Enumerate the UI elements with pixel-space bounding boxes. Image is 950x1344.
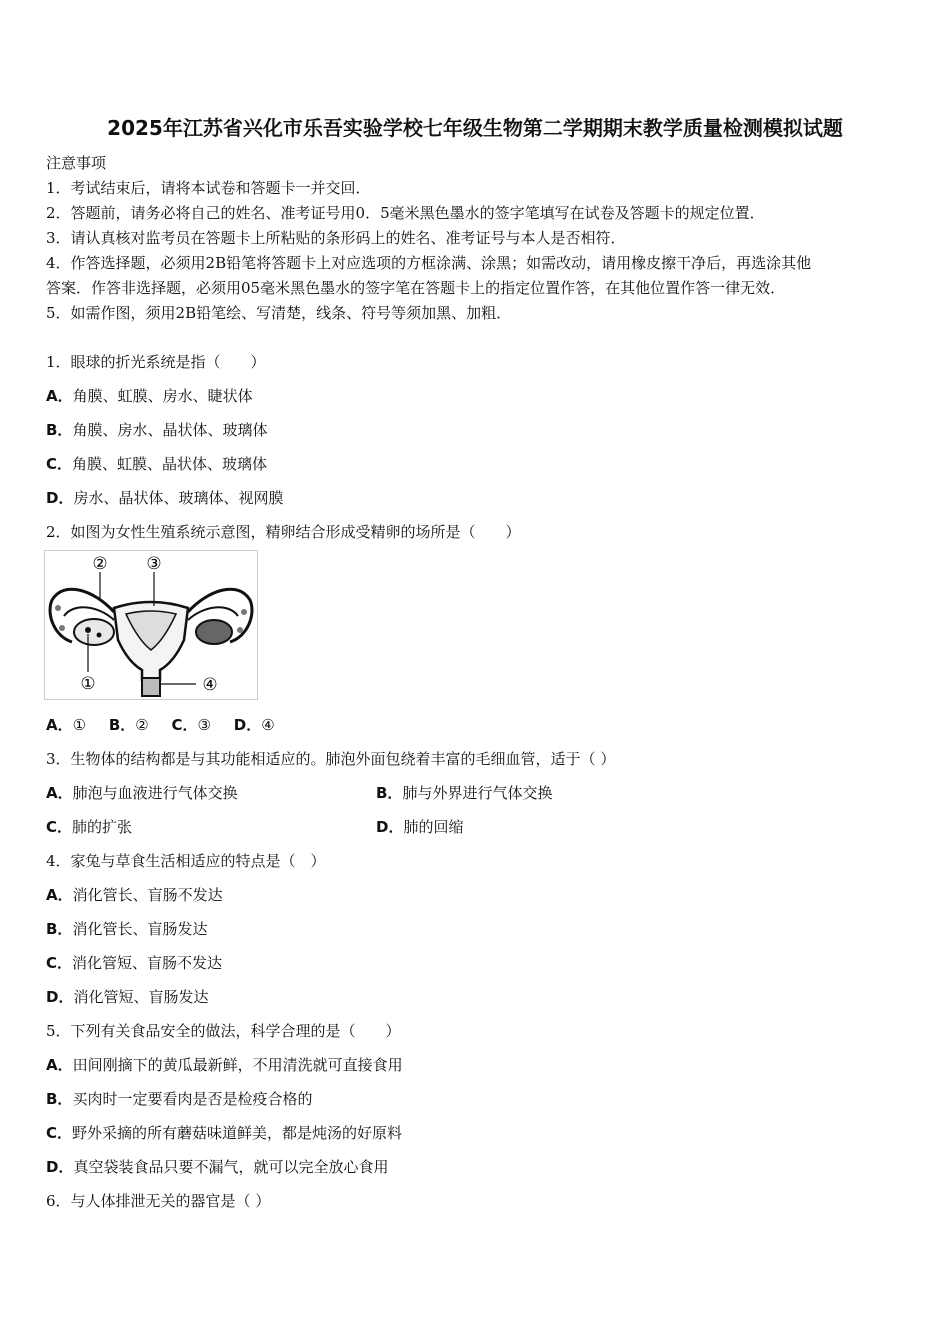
option-b — [376, 782, 552, 803]
option-b — [46, 419, 267, 440]
option-row — [46, 714, 293, 735]
option-text: 角膜、虹膜、房水、睫状体 — [72, 387, 253, 405]
notice-item: 1．考试结束后，请将本试卷和答题卡一并交回． — [46, 179, 371, 197]
question-stem: 1．眼球的折光系统是指（ ） — [46, 353, 266, 371]
option-c — [172, 716, 211, 734]
option-a — [46, 1054, 403, 1075]
option-label: B． — [46, 1090, 73, 1108]
option-d — [234, 716, 275, 734]
ovary-follicle — [97, 633, 102, 638]
option-label: A． — [46, 1056, 73, 1074]
notice-item: 答案．作答非选择题，必须用05毫米黑色墨水的签字笔在答题卡上的指定位置作答，在其他位置作答一律无效． — [46, 279, 786, 297]
page-title: 2025年江苏省兴化市乐吾实验学校七年级生物第二学期期末教学质量检测模拟试题 — [107, 116, 843, 140]
notice-item: 4．作答选择题，必须用2B铅笔将答题卡上对应选项的方框涂满、涂黑；如需改动，请用橡皮擦干净后，再选涂其他 — [46, 254, 812, 272]
vagina — [142, 678, 160, 696]
option-label: C． — [171, 716, 198, 734]
option-text: 消化管长、盲肠发达 — [72, 920, 208, 938]
option-text: 房水、晶状体、玻璃体、视网膜 — [73, 489, 284, 507]
option-text: ③ — [197, 716, 211, 734]
option-label: C． — [46, 1124, 73, 1142]
right-ovary — [196, 620, 232, 644]
option-d — [46, 487, 283, 508]
option-text: ④ — [261, 716, 275, 734]
option-b — [109, 716, 149, 734]
option-text: ② — [135, 716, 149, 734]
option-a — [46, 782, 238, 803]
question-stem: 4．家兔与草食生活相适应的特点是（ ） — [46, 852, 326, 870]
option-label: C． — [46, 954, 73, 972]
option-text: 肺的回缩 — [403, 818, 464, 836]
question-stem: 5．下列有关食品安全的做法，科学合理的是（ ） — [46, 1022, 401, 1040]
notice-heading: 注意事项 — [46, 154, 107, 172]
option-a — [46, 884, 223, 905]
option-text: 消化管长、盲肠不发达 — [72, 886, 223, 904]
notice-item: 3．请认真核对监考员在答题卡上所粘贴的条形码上的姓名、准考证号与本人是否相符． — [46, 229, 626, 247]
option-b — [46, 1088, 312, 1109]
figure-label-3: ③ — [146, 554, 162, 574]
fimbria-dot — [59, 625, 65, 631]
option-d — [46, 986, 208, 1007]
option-label: D． — [46, 489, 74, 507]
option-text: 野外采摘的所有蘑菇味道鲜美，都是炖汤的好原料 — [72, 1124, 403, 1142]
option-label: B． — [46, 920, 73, 938]
left-ovary — [74, 619, 114, 645]
option-label: D． — [46, 988, 74, 1006]
fimbria-dot — [241, 609, 247, 615]
option-text: 买肉时一定要看肉是否是检疫合格的 — [72, 1090, 313, 1108]
ovary-follicle — [85, 627, 91, 633]
right-tube-inner — [188, 607, 238, 620]
option-c — [46, 952, 222, 973]
question-stem: 3．生物体的结构都是与其功能相适应的。肺泡外面包绕着丰富的毛细血管，适于（ ） — [46, 750, 616, 768]
option-text: 肺与外界进行气体交换 — [402, 784, 553, 802]
option-c — [46, 816, 132, 837]
left-tube-inner — [64, 607, 114, 620]
fimbria-dot — [55, 605, 61, 611]
notice-item: 5．如需作图，须用2B铅笔绘、写清楚，线条、符号等须加黑、加粗． — [46, 304, 512, 322]
question-stem: 6．与人体排泄无关的器官是（ ） — [46, 1192, 271, 1210]
option-text: 消化管短、盲肠不发达 — [72, 954, 223, 972]
option-text: 角膜、房水、晶状体、玻璃体 — [72, 421, 268, 439]
question-stem: 2．如图为女性生殖系统示意图，精卵结合形成受精卵的场所是（ ） — [46, 523, 521, 541]
option-label: B． — [108, 716, 136, 734]
option-d — [376, 816, 463, 837]
figure-label-4: ④ — [202, 675, 218, 695]
option-d — [46, 1156, 388, 1177]
option-text: 角膜、虹膜、晶状体、玻璃体 — [72, 455, 268, 473]
option-label: A． — [46, 784, 73, 802]
option-label: D． — [376, 818, 404, 836]
notice-item: 2．答题前，请务必将自己的姓名、准考证号用0．5毫米黑色墨水的签字笔填写在试卷及答题卡的规定位置． — [46, 204, 765, 222]
fimbria-dot — [237, 627, 243, 633]
option-label: A． — [46, 716, 73, 734]
option-c — [46, 1122, 402, 1143]
option-label: B． — [376, 784, 403, 802]
option-text: 肺泡与血液进行气体交换 — [72, 784, 238, 802]
option-text: 田间刚摘下的黄瓜最新鲜，不用清洗就可直接食用 — [72, 1056, 403, 1074]
option-text: 肺的扩张 — [72, 818, 133, 836]
option-text: ① — [72, 716, 87, 734]
option-label: D． — [233, 716, 262, 734]
option-b — [46, 918, 207, 939]
option-a — [46, 716, 86, 734]
option-label: C． — [46, 455, 73, 473]
option-label: A． — [46, 387, 73, 405]
option-a — [46, 385, 253, 406]
figure-label-2: ② — [92, 554, 108, 574]
female-reproductive-system-diagram — [44, 550, 258, 700]
option-text: 真空袋装食品只要不漏气，就可以完全放心食用 — [73, 1158, 389, 1176]
option-label: D． — [46, 1158, 74, 1176]
option-label: C． — [46, 818, 73, 836]
option-label: A． — [46, 886, 73, 904]
figure-label-1: ① — [80, 674, 96, 694]
option-c — [46, 453, 267, 474]
option-text: 消化管短、盲肠发达 — [73, 988, 209, 1006]
option-label: B． — [46, 421, 73, 439]
